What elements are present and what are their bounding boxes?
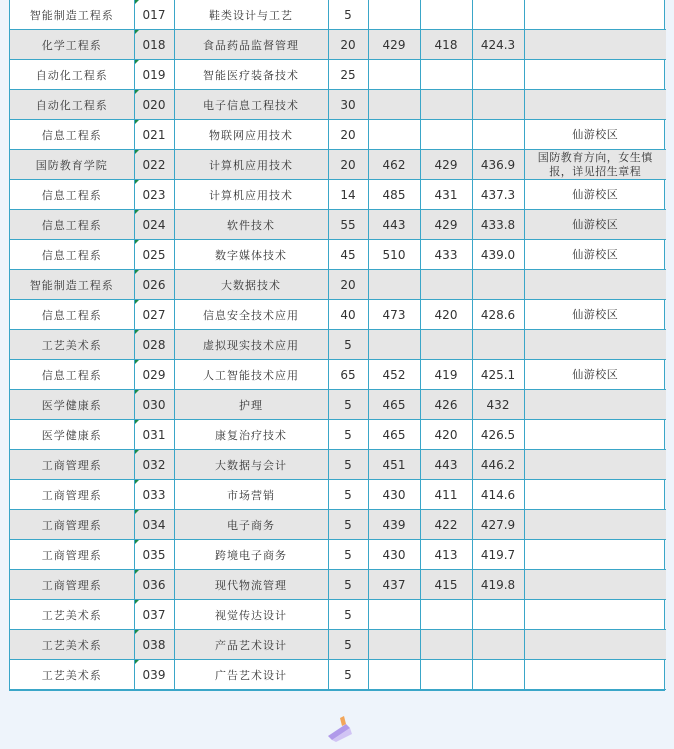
dept-cell: 工艺美术系 xyxy=(10,600,134,630)
min-score-cell: 420 xyxy=(420,300,472,330)
major-cell: 现代物流管理 xyxy=(174,570,328,600)
max-score-cell: 430 xyxy=(368,540,420,570)
note-cell xyxy=(524,330,666,360)
code-cell: 037 xyxy=(134,600,174,630)
major-cell: 护理 xyxy=(174,390,328,420)
note-cell xyxy=(524,600,666,630)
table-row xyxy=(10,60,666,90)
min-score-cell: 426 xyxy=(420,390,472,420)
major-cell: 人工智能技术应用 xyxy=(174,360,328,390)
table-row xyxy=(10,150,666,180)
note-cell xyxy=(524,510,666,540)
avg-score-cell xyxy=(472,630,524,660)
major-cell: 广告艺术设计 xyxy=(174,660,328,690)
min-score-cell xyxy=(420,270,472,300)
major-cell: 视觉传达设计 xyxy=(174,600,328,630)
dept-cell: 智能制造工程系 xyxy=(10,270,134,300)
table-row xyxy=(10,240,666,270)
major-cell: 市场营销 xyxy=(174,480,328,510)
max-score-cell: 462 xyxy=(368,150,420,180)
dept-cell: 信息工程系 xyxy=(10,210,134,240)
table-row xyxy=(10,0,666,30)
note-cell xyxy=(524,480,666,510)
dept-cell: 工商管理系 xyxy=(10,510,134,540)
min-score-cell: 431 xyxy=(420,180,472,210)
dept-cell: 工艺美术系 xyxy=(10,330,134,360)
avg-score-cell: 426.5 xyxy=(472,420,524,450)
scores-table xyxy=(10,0,666,690)
table-row xyxy=(10,570,666,600)
table-row xyxy=(10,30,666,60)
note-cell xyxy=(524,60,666,90)
dept-cell: 信息工程系 xyxy=(10,180,134,210)
avg-score-cell: 425.1 xyxy=(472,360,524,390)
note-cell xyxy=(524,420,666,450)
table-row xyxy=(10,630,666,660)
avg-score-cell xyxy=(472,600,524,630)
avg-score-cell: 439.0 xyxy=(472,240,524,270)
avg-score-cell xyxy=(472,660,524,690)
plan-cell: 5 xyxy=(328,540,368,570)
note-cell xyxy=(524,0,666,30)
table-row xyxy=(10,450,666,480)
avg-score-cell xyxy=(472,330,524,360)
code-cell: 017 xyxy=(134,0,174,30)
avg-score-cell: 432 xyxy=(472,390,524,420)
table-row xyxy=(10,480,666,510)
dept-cell: 信息工程系 xyxy=(10,300,134,330)
plan-cell: 25 xyxy=(328,60,368,90)
table-row xyxy=(10,420,666,450)
note-cell: 仙游校区 xyxy=(524,120,666,150)
min-score-cell: 413 xyxy=(420,540,472,570)
min-score-cell: 418 xyxy=(420,30,472,60)
min-score-cell xyxy=(420,0,472,30)
plan-cell: 5 xyxy=(328,330,368,360)
max-score-cell xyxy=(368,600,420,630)
min-score-cell: 419 xyxy=(420,360,472,390)
major-cell: 产品艺术设计 xyxy=(174,630,328,660)
avg-score-cell xyxy=(472,0,524,30)
max-score-cell: 465 xyxy=(368,390,420,420)
code-cell: 020 xyxy=(134,90,174,120)
min-score-cell xyxy=(420,330,472,360)
avg-score-cell: 419.7 xyxy=(472,540,524,570)
dept-cell: 工商管理系 xyxy=(10,570,134,600)
plan-cell: 65 xyxy=(328,360,368,390)
code-cell: 033 xyxy=(134,480,174,510)
avg-score-cell xyxy=(472,90,524,120)
major-cell: 电子信息工程技术 xyxy=(174,90,328,120)
major-cell: 智能医疗装备技术 xyxy=(174,60,328,90)
min-score-cell xyxy=(420,60,472,90)
code-cell: 026 xyxy=(134,270,174,300)
max-score-cell: 473 xyxy=(368,300,420,330)
max-score-cell xyxy=(368,0,420,30)
major-cell: 虚拟现实技术应用 xyxy=(174,330,328,360)
plan-cell: 5 xyxy=(328,450,368,480)
major-cell: 物联网应用技术 xyxy=(174,120,328,150)
code-cell: 030 xyxy=(134,390,174,420)
major-cell: 跨境电子商务 xyxy=(174,540,328,570)
dept-cell: 化学工程系 xyxy=(10,30,134,60)
avg-score-cell: 427.9 xyxy=(472,510,524,540)
avg-score-cell: 424.3 xyxy=(472,30,524,60)
dept-cell: 工艺美术系 xyxy=(10,630,134,660)
code-cell: 029 xyxy=(134,360,174,390)
code-cell: 028 xyxy=(134,330,174,360)
min-score-cell: 411 xyxy=(420,480,472,510)
min-score-cell: 443 xyxy=(420,450,472,480)
plan-cell: 20 xyxy=(328,120,368,150)
major-cell: 数字媒体技术 xyxy=(174,240,328,270)
note-cell xyxy=(524,90,666,120)
major-cell: 大数据与会计 xyxy=(174,450,328,480)
avg-score-cell: 428.6 xyxy=(472,300,524,330)
max-score-cell: 451 xyxy=(368,450,420,480)
plan-cell: 5 xyxy=(328,390,368,420)
table-row xyxy=(10,300,666,330)
avg-score-cell xyxy=(472,270,524,300)
code-cell: 032 xyxy=(134,450,174,480)
note-cell: 仙游校区 xyxy=(524,180,666,210)
min-score-cell xyxy=(420,120,472,150)
max-score-cell: 465 xyxy=(368,420,420,450)
dept-cell: 国防教育学院 xyxy=(10,150,134,180)
table-row xyxy=(10,600,666,630)
note-cell xyxy=(524,660,666,690)
plan-cell: 20 xyxy=(328,30,368,60)
code-cell: 038 xyxy=(134,630,174,660)
major-cell: 鞋类设计与工艺 xyxy=(174,0,328,30)
max-score-cell xyxy=(368,330,420,360)
note-cell: 国防教育方向，女生慎报，详见招生章程 xyxy=(524,150,666,180)
plan-cell: 5 xyxy=(328,570,368,600)
code-cell: 039 xyxy=(134,660,174,690)
dept-cell: 工商管理系 xyxy=(10,540,134,570)
major-cell: 信息安全技术应用 xyxy=(174,300,328,330)
note-cell xyxy=(524,270,666,300)
plan-cell: 20 xyxy=(328,150,368,180)
avg-score-cell: 437.3 xyxy=(472,180,524,210)
avg-score-cell xyxy=(472,60,524,90)
max-score-cell xyxy=(368,90,420,120)
note-cell xyxy=(524,450,666,480)
code-cell: 036 xyxy=(134,570,174,600)
max-score-cell xyxy=(368,660,420,690)
table-row xyxy=(10,120,666,150)
avg-score-cell: 433.8 xyxy=(472,210,524,240)
code-cell: 031 xyxy=(134,420,174,450)
max-score-cell xyxy=(368,630,420,660)
code-cell: 027 xyxy=(134,300,174,330)
dept-cell: 医学健康系 xyxy=(10,420,134,450)
table-row xyxy=(10,390,666,420)
min-score-cell xyxy=(420,90,472,120)
major-cell: 电子商务 xyxy=(174,510,328,540)
max-score-cell xyxy=(368,60,420,90)
major-cell: 康复治疗技术 xyxy=(174,420,328,450)
code-cell: 018 xyxy=(134,30,174,60)
avg-score-cell: 446.2 xyxy=(472,450,524,480)
code-cell: 035 xyxy=(134,540,174,570)
avg-score-cell: 436.9 xyxy=(472,150,524,180)
min-score-cell: 429 xyxy=(420,150,472,180)
plan-cell: 40 xyxy=(328,300,368,330)
table-row xyxy=(10,660,666,690)
max-score-cell: 430 xyxy=(368,480,420,510)
code-cell: 034 xyxy=(134,510,174,540)
code-cell: 019 xyxy=(134,60,174,90)
plan-cell: 5 xyxy=(328,480,368,510)
plan-cell: 20 xyxy=(328,270,368,300)
note-cell xyxy=(524,570,666,600)
dept-cell: 信息工程系 xyxy=(10,120,134,150)
max-score-cell: 485 xyxy=(368,180,420,210)
plan-cell: 5 xyxy=(328,600,368,630)
max-score-cell: 452 xyxy=(368,360,420,390)
admission-table xyxy=(9,0,665,691)
note-cell xyxy=(524,540,666,570)
code-cell: 024 xyxy=(134,210,174,240)
table-row xyxy=(10,210,666,240)
note-cell: 仙游校区 xyxy=(524,210,666,240)
brand-logo-icon xyxy=(322,714,356,744)
plan-cell: 5 xyxy=(328,660,368,690)
max-score-cell: 443 xyxy=(368,210,420,240)
max-score-cell: 510 xyxy=(368,240,420,270)
avg-score-cell: 414.6 xyxy=(472,480,524,510)
avg-score-cell xyxy=(472,120,524,150)
plan-cell: 5 xyxy=(328,0,368,30)
plan-cell: 5 xyxy=(328,420,368,450)
dept-cell: 工商管理系 xyxy=(10,480,134,510)
note-cell xyxy=(524,30,666,60)
min-score-cell: 433 xyxy=(420,240,472,270)
plan-cell: 5 xyxy=(328,630,368,660)
major-cell: 食品药品监督管理 xyxy=(174,30,328,60)
dept-cell: 工商管理系 xyxy=(10,450,134,480)
code-cell: 025 xyxy=(134,240,174,270)
note-cell: 仙游校区 xyxy=(524,300,666,330)
major-cell: 软件技术 xyxy=(174,210,328,240)
table-row xyxy=(10,330,666,360)
major-cell: 大数据技术 xyxy=(174,270,328,300)
dept-cell: 医学健康系 xyxy=(10,390,134,420)
dept-cell: 信息工程系 xyxy=(10,240,134,270)
plan-cell: 30 xyxy=(328,90,368,120)
code-cell: 023 xyxy=(134,180,174,210)
major-cell: 计算机应用技术 xyxy=(174,150,328,180)
note-cell xyxy=(524,390,666,420)
min-score-cell: 420 xyxy=(420,420,472,450)
table-row xyxy=(10,540,666,570)
major-cell: 计算机应用技术 xyxy=(174,180,328,210)
note-cell xyxy=(524,630,666,660)
plan-cell: 45 xyxy=(328,240,368,270)
min-score-cell: 422 xyxy=(420,510,472,540)
min-score-cell xyxy=(420,630,472,660)
max-score-cell xyxy=(368,270,420,300)
code-cell: 022 xyxy=(134,150,174,180)
max-score-cell xyxy=(368,120,420,150)
dept-cell: 工艺美术系 xyxy=(10,660,134,690)
table-body xyxy=(10,0,666,690)
max-score-cell: 429 xyxy=(368,30,420,60)
table-row xyxy=(10,510,666,540)
min-score-cell: 429 xyxy=(420,210,472,240)
min-score-cell xyxy=(420,660,472,690)
plan-cell: 14 xyxy=(328,180,368,210)
avg-score-cell: 419.8 xyxy=(472,570,524,600)
note-cell: 仙游校区 xyxy=(524,240,666,270)
code-cell: 021 xyxy=(134,120,174,150)
table-row xyxy=(10,270,666,300)
min-score-cell xyxy=(420,600,472,630)
dept-cell: 自动化工程系 xyxy=(10,90,134,120)
table-row xyxy=(10,90,666,120)
min-score-cell: 415 xyxy=(420,570,472,600)
table-row xyxy=(10,360,666,390)
max-score-cell: 437 xyxy=(368,570,420,600)
note-cell: 仙游校区 xyxy=(524,360,666,390)
dept-cell: 信息工程系 xyxy=(10,360,134,390)
max-score-cell: 439 xyxy=(368,510,420,540)
plan-cell: 55 xyxy=(328,210,368,240)
dept-cell: 智能制造工程系 xyxy=(10,0,134,30)
table-row xyxy=(10,180,666,210)
plan-cell: 5 xyxy=(328,510,368,540)
dept-cell: 自动化工程系 xyxy=(10,60,134,90)
